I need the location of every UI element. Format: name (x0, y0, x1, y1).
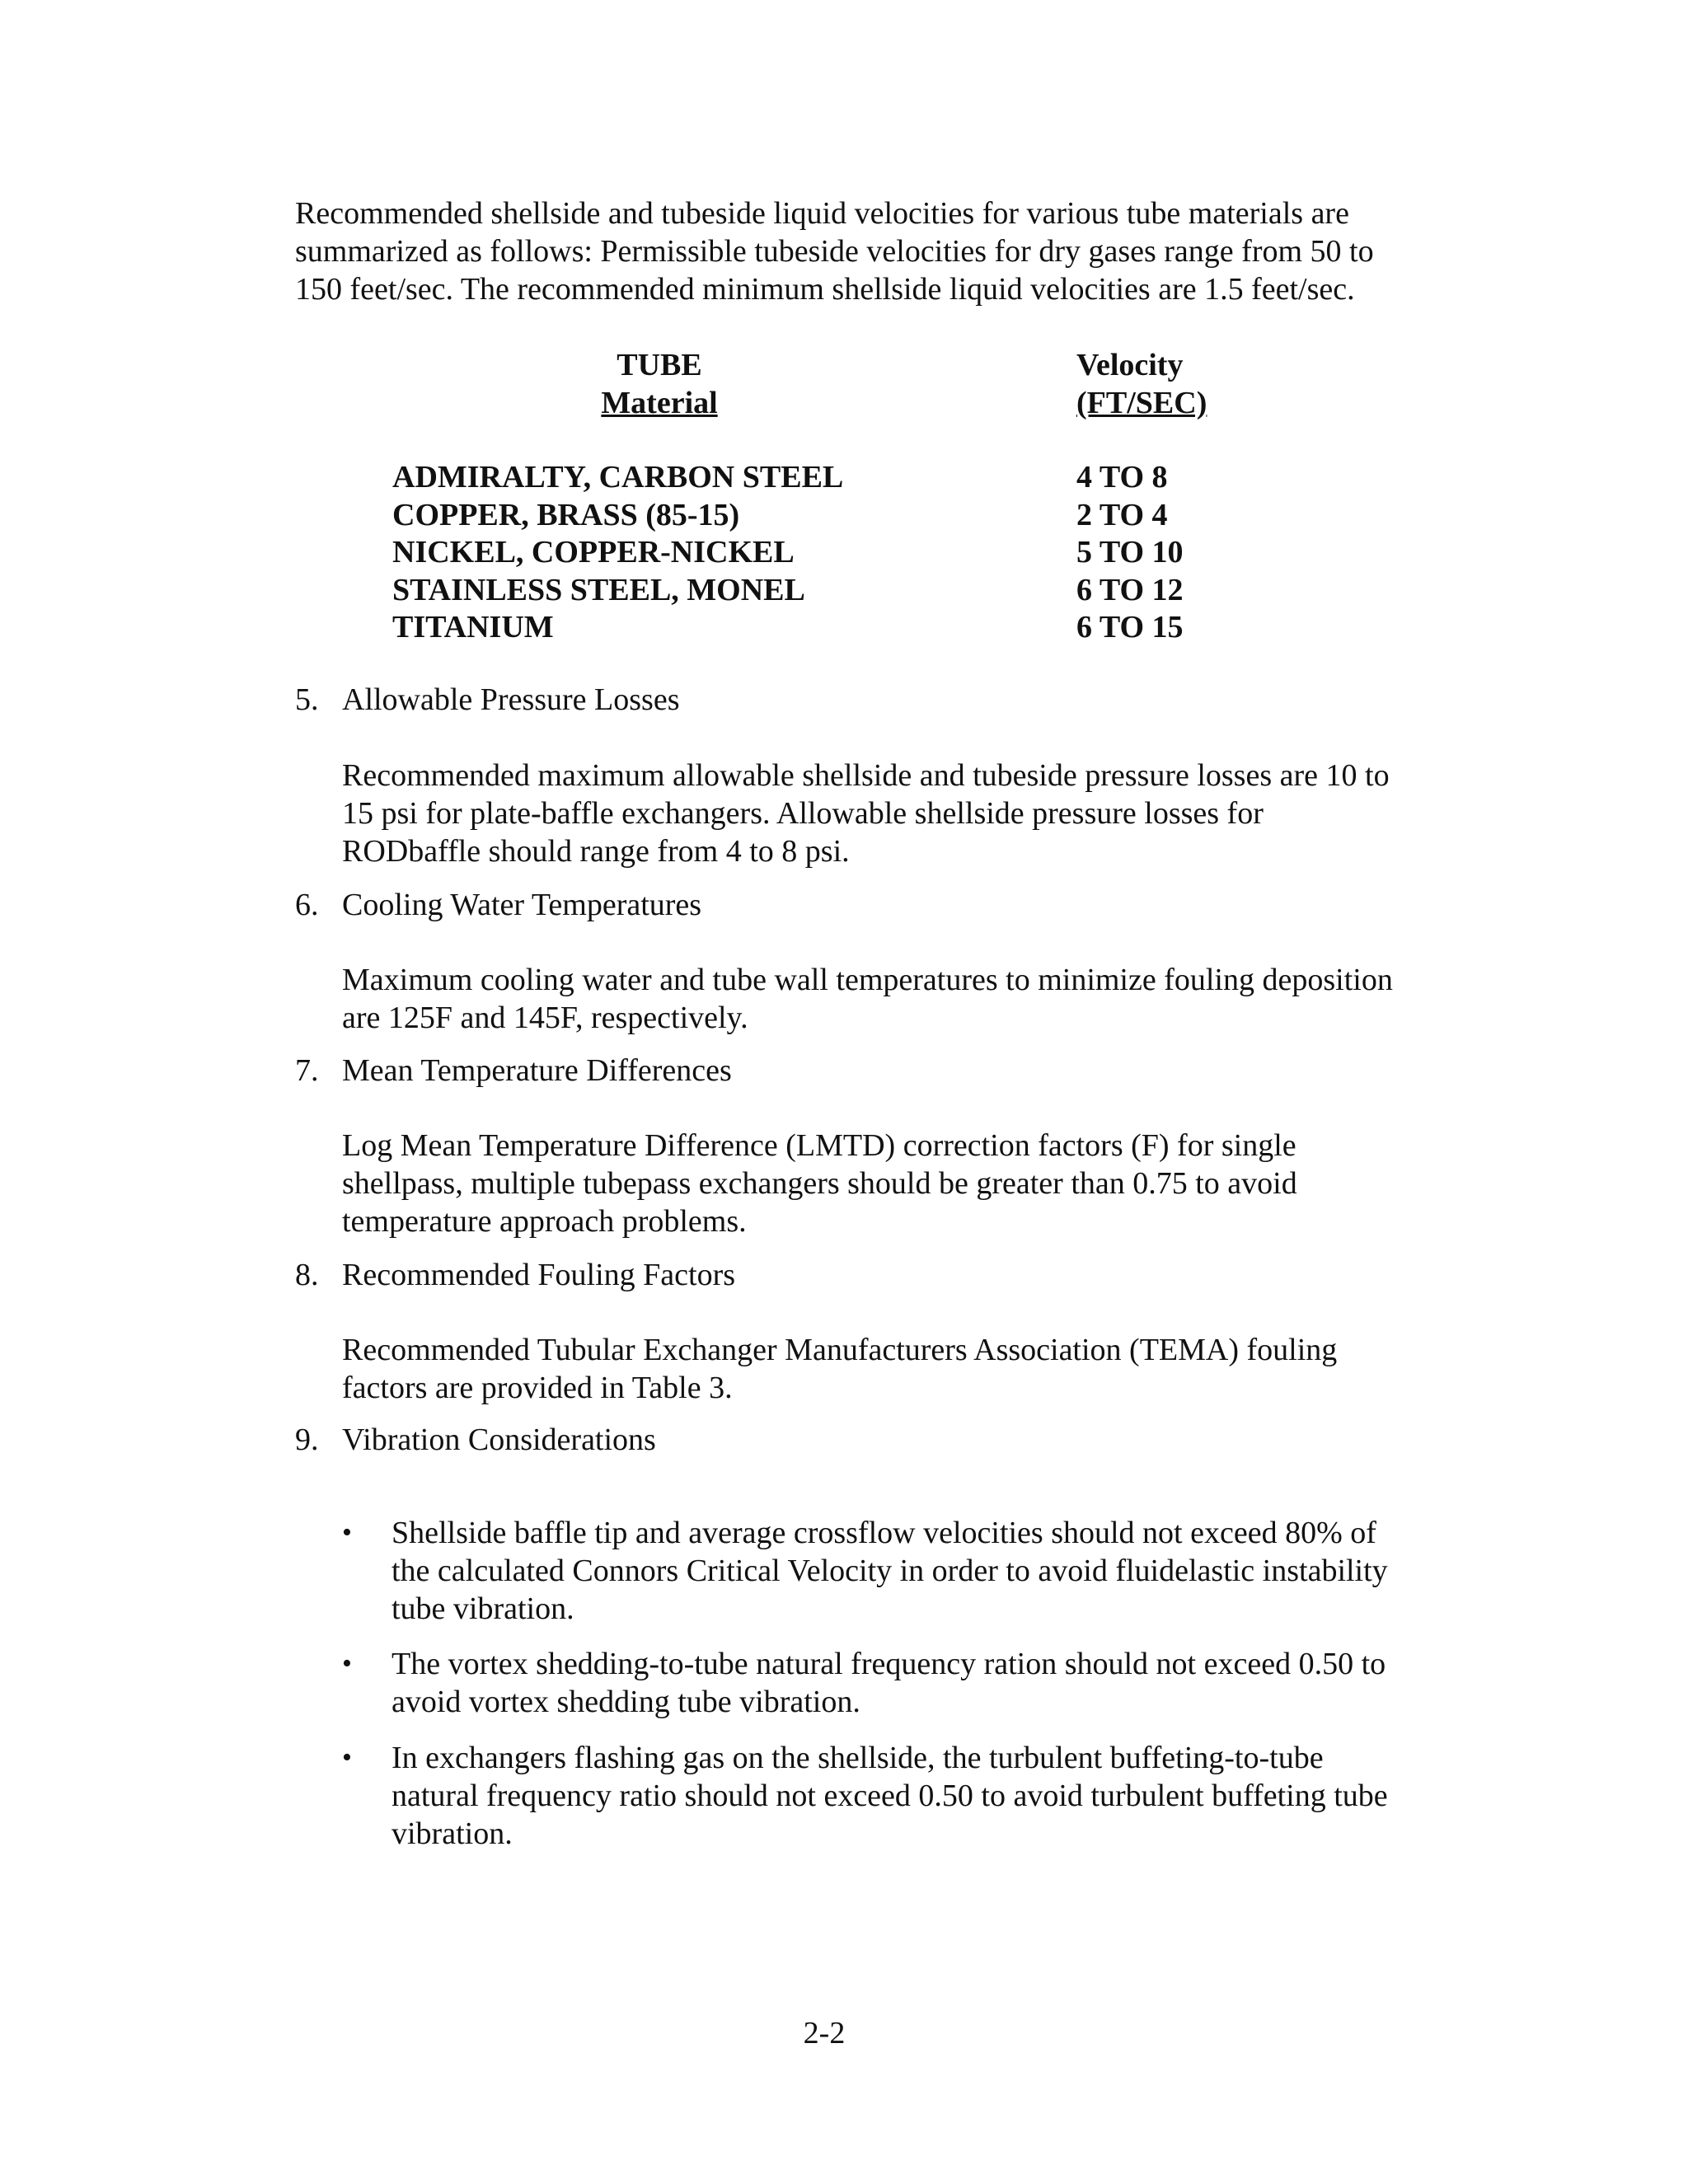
intro-line: summarized as follows: Permissible tubeside velocities for dry gases range from 50 to (295, 234, 1374, 269)
bullet-icon: • (342, 1517, 352, 1548)
body-line: RODbaffle should range from 4 to 8 psi. (342, 834, 850, 869)
item-title: Mean Temperature Differences (342, 1053, 732, 1088)
bullet-item (392, 1739, 1388, 1853)
body-line: factors are provided in Table 3. (342, 1371, 733, 1405)
bullet-line: natural frequency ratio should not exceed 0.50 to avoid turbulent buffeting tube (392, 1779, 1388, 1813)
header-text: (FT/SEC) (1076, 386, 1207, 420)
item-body (342, 1127, 1297, 1240)
body-line: are 125F and 145F, respectively. (342, 1001, 748, 1035)
velocity-cell: 6 TO 12 (1076, 572, 1184, 607)
body-line: temperature approach problems. (342, 1204, 747, 1239)
body-line: Recommended Tubular Exchanger Manufacturers Association (TEMA) fouling (342, 1333, 1338, 1367)
bullet-icon: • (342, 1742, 352, 1773)
bullet-line: In exchangers flashing gas on the shellside, the turbulent buffeting-to-tube (392, 1741, 1324, 1775)
bullet-line: avoid vortex shedding tube vibration. (392, 1685, 860, 1719)
header-text: TUBE (617, 348, 702, 382)
body-line: Recommended maximum allowable shellside and tubeside pressure losses are 10 to (342, 758, 1390, 793)
page-number: 2-2 (803, 2016, 846, 2050)
material-cell: ADMIRALTY, CARBON STEEL (392, 460, 844, 494)
item-body (342, 757, 1390, 870)
header-text: Material (601, 386, 718, 420)
item-body (342, 961, 1393, 1037)
bullet-icon: • (342, 1648, 352, 1679)
material-cell: NICKEL, COPPER-NICKEL (392, 535, 795, 569)
velocity-cell: 2 TO 4 (1076, 497, 1168, 532)
body-line: 15 psi for plate-baffle exchangers. Allowable shellside pressure losses for (342, 796, 1264, 831)
item-number: 5. (295, 682, 319, 717)
intro-line: 150 feet/sec. The recommended minimum shellside liquid velocities are 1.5 feet/sec. (295, 272, 1355, 307)
body-line: Maximum cooling water and tube wall temperatures to minimize fouling deposition (342, 963, 1393, 997)
velocity-cell: 5 TO 10 (1076, 535, 1184, 569)
material-cell: TITANIUM (392, 610, 554, 644)
header-text: Velocity (1076, 348, 1184, 382)
item-number: 7. (295, 1053, 319, 1088)
table-header-material (593, 346, 725, 422)
intro-line: Recommended shellside and tubeside liquid velocities for various tube materials are (295, 196, 1349, 231)
item-number: 8. (295, 1258, 319, 1292)
bullet-item (392, 1514, 1388, 1628)
item-title: Cooling Water Temperatures (342, 888, 702, 922)
table-header-velocity (1076, 346, 1217, 422)
item-title: Allowable Pressure Losses (342, 682, 680, 717)
item-body (342, 1331, 1337, 1407)
material-cell: COPPER, BRASS (85-15) (392, 497, 740, 532)
item-number: 6. (295, 888, 319, 922)
bullet-line: tube vibration. (392, 1591, 574, 1626)
bullet-line: vibration. (392, 1816, 513, 1851)
bullet-item (392, 1645, 1386, 1721)
velocity-cell: 4 TO 8 (1076, 460, 1168, 494)
bullet-line: The vortex shedding-to-tube natural frequency ration should not exceed 0.50 to (392, 1647, 1386, 1681)
velocity-cell: 6 TO 15 (1076, 610, 1184, 644)
intro-paragraph (295, 194, 1374, 308)
bullet-line: the calculated Connors Critical Velocity in order to avoid fluidelastic instability (392, 1554, 1388, 1588)
body-line: Log Mean Temperature Difference (LMTD) correction factors (F) for single (342, 1128, 1296, 1163)
body-line: shellpass, multiple tubepass exchangers should be greater than 0.75 to avoid (342, 1166, 1297, 1201)
bullet-line: Shellside baffle tip and average crossflow velocities should not exceed 80% of (392, 1516, 1376, 1550)
item-number: 9. (295, 1422, 319, 1457)
material-cell: STAINLESS STEEL, MONEL (392, 572, 805, 607)
item-title: Recommended Fouling Factors (342, 1258, 736, 1292)
item-title: Vibration Considerations (342, 1422, 656, 1457)
